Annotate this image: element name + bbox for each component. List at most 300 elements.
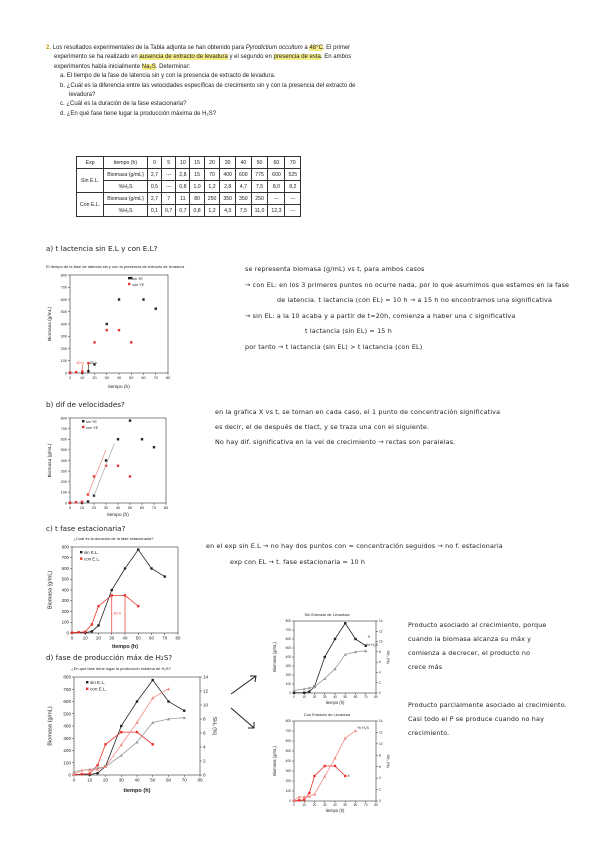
absence-highlight: ausencia de extracto de levadura [139,54,228,61]
table-header-cell: tiempo (h) [104,157,148,169]
question-line-3 [46,63,566,72]
table-cell: 7,5 [236,205,252,217]
q-text: Los resultados experimentales de la Tabla adjunta se han obtenido para [52,45,245,51]
chart-a [46,264,256,394]
question-line-1 [46,44,566,53]
table-cell: 8,2 [285,181,301,193]
series-line [74,732,153,775]
section-b-heading: b) dif de velocidades? [46,400,125,409]
x-tick-label: 60 [165,777,172,783]
table-cell: %H₂S [104,181,148,193]
x-axis-label: tiempo (h) [123,788,151,794]
y-tick-label: 700 [60,426,67,431]
note-line: Producto parcialmente asociado al crecimiento. [408,701,567,709]
chart-title: Con Extracto de Levadura [303,712,351,717]
data-point [167,687,170,690]
y2-tick-label: 12 [379,629,383,634]
data-point [87,500,89,502]
arrows [228,672,264,732]
x-tick-label: 0 [293,803,295,808]
table-header-cell: 60 [268,157,285,169]
table-header-cell: 15 [190,157,204,169]
y-tick-label: 200 [63,748,71,754]
y2-tick-label: 12 [203,688,209,694]
table-cell: 0,8 [190,205,204,217]
series-line [294,766,345,801]
table-cell: 0,7 [162,205,176,217]
presence-highlight: presencia de esta [273,54,321,61]
table-cell: 11,0 [251,205,268,217]
table-cell: 525 [285,169,301,181]
y2-tick-label: 2 [203,758,206,764]
note-line: se representa biomasa (g/mL) vs t, para ambos casos [245,265,425,273]
y-tick-label: 600 [63,699,71,705]
item-text: levadura? [69,92,96,99]
y-tick-label: 300 [285,769,291,774]
x-tick-label: 0 [68,375,72,380]
chart-c-svg [46,541,186,649]
question-block [46,44,566,119]
data-point [155,307,157,309]
y-tick-label: 100 [63,760,71,766]
x-tick-label: 20 [91,505,97,510]
x-axis-label: tiempo (h) [107,513,129,518]
data-point [104,743,106,745]
data-point [71,632,73,634]
legend-label: sin E.L. [90,680,106,685]
question-item [60,72,566,81]
y-tick-label: 0 [68,772,71,778]
series-line [72,595,138,632]
table-cell: 70 [204,169,220,181]
section-c-heading: c) t fase estacionaria? [46,524,126,533]
y2-tick-label: 2 [379,680,381,685]
x-tick-label: 10 [87,777,93,783]
y2-tick-label: 10 [379,741,383,746]
x-tick-label: 50 [129,375,134,380]
note-line: de latencia. t lactancia (con EL) = 10 h → a 15 h no encontramos una significativa [277,296,553,304]
note-line: por tanto → t lactancia (sin EL) > t lactancia (con EL) [245,342,423,351]
x-tick-label: 20 [92,375,97,380]
table-cell: Biomasa (g/mL) [104,193,148,205]
table-cell: 0,8 [176,181,190,193]
note-line: es decir, el de después de tlact, y se traza una con el siguiente. [215,423,430,431]
data-point [333,757,336,760]
x-tick-label: 10 [302,695,307,700]
data-point [293,692,295,694]
data-point [75,501,77,503]
question-item [60,100,566,109]
note-line: exp con EL → t. fase estacionaria = 10 h [230,558,366,566]
y2-tick-label: 4 [203,744,206,750]
table-cell: --- [285,205,301,217]
annotation-x: X [367,635,371,640]
section-b-notes [215,405,500,450]
legend-marker [82,426,84,428]
x-tick-label: 80 [197,777,203,783]
table-cell: 250 [204,193,220,205]
question-number: 2. [46,45,52,51]
legend-marker [128,277,130,279]
y2-tick-label: 12 [379,730,383,735]
x-tick-label: 50 [343,695,348,700]
y-tick-label: 200 [61,608,69,614]
data-table [76,156,301,217]
y-tick-label: 700 [63,686,71,692]
y2-tick-label: 6 [379,660,381,665]
section-a-notes [245,262,569,355]
y2-tick-label: 6 [203,730,206,736]
y-tick-label: 100 [285,789,291,794]
legend-marker [82,420,84,422]
x-tick-label: 60 [139,505,145,510]
data-point [120,731,122,733]
plot-frame [294,621,376,693]
table-cell: Biomasa (g/mL) [104,169,148,181]
y-tick-label: 500 [60,448,67,453]
table-row [77,193,301,205]
y-tick-label: 800 [61,544,69,550]
table-header-cell: 30 [220,157,236,169]
y-tick-label: 300 [285,664,291,669]
data-point [303,799,305,801]
table-row [77,169,301,181]
annotation-h2s: % H₂S [357,726,369,730]
y2-tick-label: 4 [379,670,381,675]
y-tick-label: 600 [60,297,67,302]
data-point [84,631,86,633]
legend-label: sin E.L. [84,550,99,555]
x-tick-label: 70 [363,803,368,808]
table-cell: 2,7 [147,169,161,181]
y-tick-label: 500 [60,310,67,315]
y-tick-label: 400 [60,458,67,463]
chart-title: Sin Extracto de Levadura [304,612,350,617]
item-text: ¿En qué fase tiene lugar la producción máxima de H₂S? [66,110,217,117]
x-tick-label: 30 [322,803,327,808]
y-tick-label: 200 [60,346,67,351]
table-cell: 15 [190,169,204,181]
chart-d [46,666,216,798]
annotation-x: X [347,774,350,778]
table-cell: 8,0 [268,181,285,193]
data-point [111,589,113,591]
y-axis-label: Biomasa (g/mL) [47,706,54,746]
table-cell: 2,8 [176,169,190,181]
x-tick-label: 50 [150,777,156,783]
question-line-2 [46,53,566,62]
y2-tick-label: 8 [379,753,381,758]
y-tick-label: 100 [60,359,67,364]
data-point [183,709,185,711]
table-cell: 12,3 [268,205,285,217]
note-line: cuando la biomasa alcanza su máx y [408,635,532,643]
y2-tick-label: 10 [203,702,209,708]
data-point [106,323,108,325]
table-cell: 4,3 [220,205,236,217]
y-tick-label: 500 [285,646,291,651]
item-letter: c. [60,101,65,108]
x-tick-label: 70 [151,505,157,510]
data-point [167,700,169,702]
note-line: → con EL: en los 3 primeros puntos no ocurre nada, por lo que asumimos que estamos en la fase [245,280,570,289]
note-line: t lactancia (sin EL) = 15 h [305,327,392,335]
y-tick-label: 300 [60,334,67,339]
data-point [136,731,138,733]
y-tick-label: 100 [285,682,291,687]
y-tick-label: 400 [61,587,69,593]
x-tick-label: 80 [163,505,169,510]
note-line: → sin EL: a la 10 acaba y a partir de t=20h, comienza a haber una c significativa [245,311,516,320]
data-point [96,764,98,766]
annotation-15h: 15 h [89,360,97,365]
section-d-notes-top [408,618,547,674]
table-cell: 775 [251,169,268,181]
x-tick-label: 70 [181,777,187,783]
x-tick-label: 70 [363,695,368,700]
chart-c [46,536,186,654]
x-tick-label: 20 [312,695,317,700]
x-tick-label: 20 [312,803,317,808]
data-point [151,696,154,699]
x-tick-label: 30 [104,375,109,380]
x-tick-label: 40 [333,803,337,808]
x-tick-label: 80 [165,375,171,380]
y-axis-label: Biomasa (g/mL) [47,570,54,610]
chart-sin-el-svg [272,617,390,705]
data-point [344,775,346,777]
y-tick-label: 400 [63,723,71,729]
growth-rate-line [94,444,114,496]
table-header-cell: 0 [147,157,161,169]
data-point [130,341,132,343]
group-label: Sin E.L. [77,169,104,193]
y2-axis-label: SH₂ (%) [386,754,390,768]
y-tick-label: 800 [63,674,71,680]
data-point [334,638,336,640]
x-axis-label: tiempo (h) [108,385,130,390]
table-cell: 2,8 [220,181,236,193]
chart-b-svg [46,412,176,517]
data-point [313,775,315,777]
data-point [129,419,131,421]
data-point [75,371,77,373]
data-point [137,548,139,550]
legend-marker [86,681,88,683]
q-text: experimentos había inicialmente [54,63,141,70]
x-tick-label: 20 [102,777,109,783]
question-item [60,110,566,119]
x-tick-label: 0 [293,695,295,700]
legend-label: con YE [86,425,99,430]
table-cell: 1,2 [204,205,220,217]
data-point [354,638,356,640]
note-line: Producto asociado al crecimiento, porque [408,621,547,629]
y-tick-label: 300 [61,598,69,604]
na2s-highlight: Na₂S [141,63,156,70]
chart-con-el [272,712,390,818]
y-tick-label: 300 [63,735,71,741]
question-item [60,82,566,91]
legend-marker [80,551,82,553]
chart-b [46,412,176,522]
table-cell: 350 [236,193,252,205]
chart-title: ¿Cuál es la duración de la fase estacionaria? [73,536,154,541]
y-tick-label: 0 [289,691,291,696]
data-point [334,765,336,767]
table-cell: 11 [176,193,190,205]
y-tick-label: 300 [60,469,67,474]
note-line: No hay dif. significativa en la vel de crecimiento → rectas son paralelas. [215,438,456,446]
note-line: en el exp sin E.L → no hay dos puntos con = concentración seguidos → no f. estacionaria [206,542,503,550]
x-tick-label: 80 [374,803,378,808]
legend-marker [86,688,88,690]
y-tick-label: 0 [66,630,69,636]
annotation-10h: 10 h [113,610,121,616]
x-tick-label: 30 [118,777,124,783]
y2-tick-label: 6 [379,764,381,769]
legend-label: con E.L. [90,686,107,692]
table-cell: --- [162,181,176,193]
table-cell: --- [162,169,176,181]
legend-marker [128,283,130,285]
y-axis-label: Biomasa (g/mL) [47,443,53,478]
data-point [308,792,310,794]
data-point [150,567,152,569]
item-text: ¿Cuál es la duración de la fase estacionaria? [66,101,187,108]
y2-tick-label: 8 [203,716,206,722]
plot-frame [70,275,168,373]
annotation-10h: 10 h [76,360,84,365]
x-tick-label: 50 [127,505,133,510]
table-cell: 0,1 [147,205,161,217]
y-tick-label: 500 [63,711,71,717]
y2-tick-label: 0 [379,691,381,696]
y-tick-label: 600 [60,437,67,442]
y-tick-label: 400 [285,655,291,660]
y-tick-label: 800 [285,619,291,624]
question-item [60,91,566,100]
y2-tick-label: 10 [379,639,383,644]
data-point [93,341,95,343]
y2-tick-label: 4 [379,776,381,781]
q-text: experimento se ha realizado en [54,54,138,61]
table-row [77,205,301,217]
question-items [46,72,566,119]
y2-tick-label: 0 [379,799,381,804]
data-point [118,298,120,300]
chart-sin-el [272,612,390,710]
series-line [74,680,184,775]
data-point [137,605,139,607]
table-header-cell: 5 [162,157,176,169]
x-tick-label: 60 [149,635,154,641]
y2-tick-label: 2 [379,787,381,792]
plot-frame [70,418,166,503]
x-tick-label: 80 [175,635,181,641]
arrow-down-icon [231,708,254,728]
data-point [142,298,144,300]
data-point [81,773,83,775]
table-cell: 2,7 [147,193,161,205]
table-row [77,181,301,193]
y-tick-label: 700 [61,555,69,561]
data-point [303,692,305,694]
q-text: y el segundo en [229,54,272,61]
note-line: comienza a decrecer, el producto no [408,649,531,657]
data-point [308,690,310,692]
section-d-heading: d) fase de producción máx de H₂S? [46,653,173,662]
data-point [298,799,300,801]
section-d-notes-bottom [408,698,567,740]
y-tick-label: 100 [61,619,69,625]
plot-frame [74,677,200,775]
y2-tick-label: 14 [379,619,383,624]
chart-title: ¿En qué fase tiene lugar la producción máxima de H₂S? [71,666,171,671]
y-tick-label: 200 [60,480,67,485]
y2-axis-label: SH₂ (%) [211,716,217,736]
y2-tick-label: 0 [203,772,206,778]
series-line [74,718,184,772]
data-point [96,772,98,774]
data-point [324,656,326,658]
data-point [97,624,99,626]
x-axis-label: tiempo (h) [111,644,139,650]
table-cell: 1,0 [190,181,204,193]
table-cell: %H₂S [104,205,148,217]
table-header-cell: 70 [285,157,301,169]
data-point [141,438,143,440]
table-header-cell: Exp [77,157,104,169]
y-tick-label: 700 [60,285,67,290]
y-tick-label: 100 [60,490,67,495]
q-text: a [304,45,308,51]
chart-con-el-svg [272,717,390,813]
table-cell: 600 [268,169,285,181]
data-point [153,446,155,448]
x-tick-label: 30 [103,505,109,510]
data-point [69,371,71,373]
table-cell: 7,5 [251,181,268,193]
annotation-h2s: % H₂S [366,643,378,648]
y-tick-label: 0 [64,371,67,376]
organism-name: Pyrodictium occultum [245,45,303,51]
chart-title: El tiempo de la fase de latencia sin y con la presencia de extracto de levadura [46,264,185,269]
y-tick-label: 500 [61,576,69,582]
item-text: ¿Cuál es la diferencia entre las velocidades específicas de crecimiento sin y con la presencia del extracto de [66,82,356,89]
series-line [72,550,165,633]
x-tick-label: 30 [109,635,115,641]
data-point [91,623,93,625]
y-tick-label: 800 [285,719,291,724]
x-tick-label: 10 [302,803,307,808]
y2-tick-label: 14 [379,719,383,724]
y-tick-label: 600 [285,637,291,642]
table-cell: 0,5 [147,181,161,193]
x-tick-label: 0 [68,505,72,510]
group-label: Con E.L. [77,193,104,217]
x-tick-label: 0 [70,635,74,641]
section-a-heading: a) t lactencia sin E.L y con E.L? [46,244,158,253]
x-tick-label: 70 [153,375,158,380]
table-cell: 400 [220,169,236,181]
data-point [89,772,91,774]
table-cell: 600 [236,169,252,181]
x-tick-label: 80 [374,695,378,700]
data-point [129,475,131,477]
table-cell: 250 [251,193,268,205]
table-header-cell: 20 [204,157,220,169]
